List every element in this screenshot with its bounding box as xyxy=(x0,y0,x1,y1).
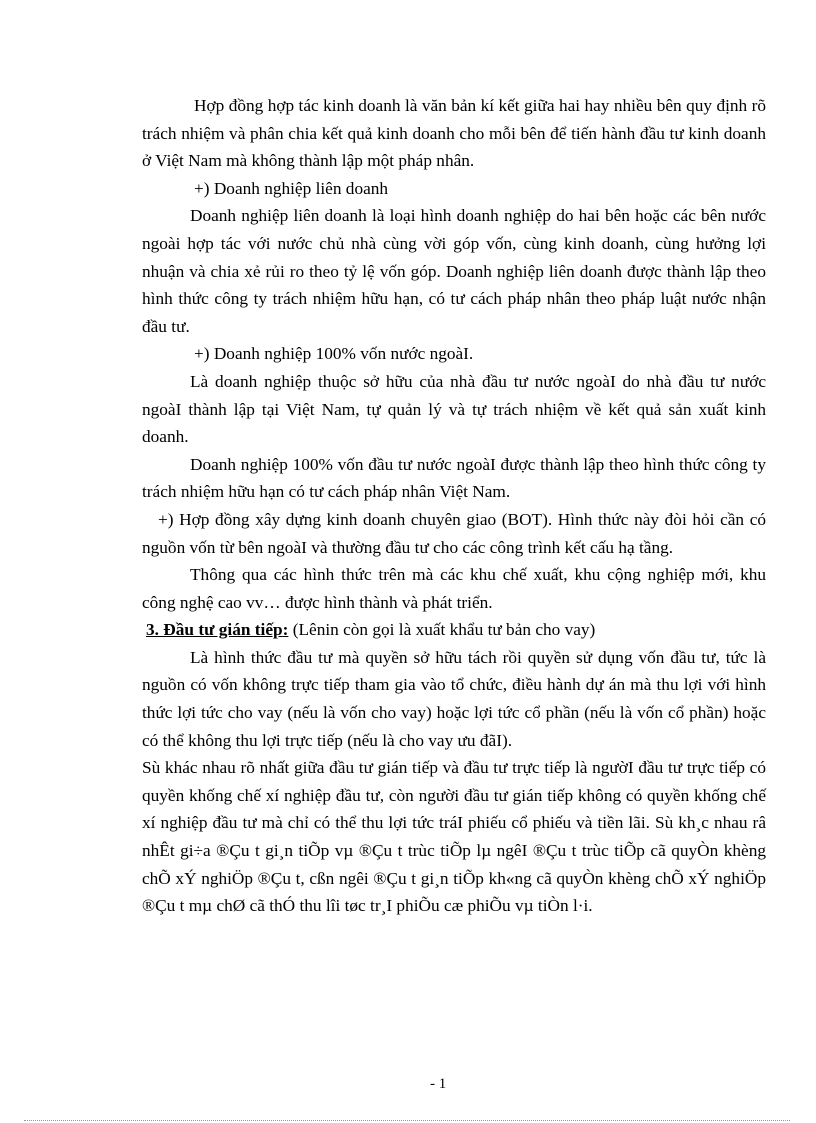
paragraph-bcc-contract: Hợp đồng hợp tác kinh doanh là văn bản kí kết giữa hai hay nhiều bên quy định rõ trách nhiệm và phân chia kết quả kinh doanh cho mỗi bên để tiến hành đầu tư kinh doanh ở Việt Nam mà không thành lập một pháp nhân. xyxy=(142,96,766,171)
paragraph-joint-venture: Doanh nghiệp liên doanh là loại hình doanh nghiệp do hai bên hoặc các bên nước ngoài hợp tác với nước chủ nhà cùng vời góp vốn, cùng kinh doanh, cùng hưởng lợi nhuận và chia xẻ rủi ro theo tỷ lệ vốn góp. Doanh nghiệp liên doanh được thành lập theo hình thức công ty trách nhiệm hữu hạn, có tư cách pháp nhân theo pháp luật nước nhận đầu tư. xyxy=(142,206,766,336)
footer-divider xyxy=(24,1120,790,1121)
paragraph-development: Thông qua các hình thức trên mà các khu chế xuất, khu cộng nghiệp mới, khu công nghệ cao vv… được hình thành và phát triển. xyxy=(142,565,766,612)
page-number: - 1 xyxy=(430,1076,447,1092)
paragraph-foreign-owned: Là doanh nghiệp thuộc sở hữu của nhà đầu tư nước ngoàI do nhà đầu tư nước ngoàI thành lập tại Việt Nam, tự quản lý và tự trách nhiệm về kết quả sản xuất kinh doanh. xyxy=(142,371,766,447)
section-heading-indirect-investment xyxy=(142,616,766,644)
paragraph-foreign-owned-title: +) Doanh nghiệp 100% vốn nước ngoàI. xyxy=(194,344,474,364)
section-heading-title: 3. Đầu tư gián tiếp xyxy=(146,620,283,640)
paragraph-bot: +) Hợp đồng xây dựng kinh doanh chuyên giao (BOT). Hình thức này đòi hỏi cần có nguồn vốn từ bên ngoàI và thường đầu tư cho các công trình kết cấu hạ tầng. xyxy=(142,509,766,557)
section-heading-note: (Lênin còn gọi là xuất khẩu tư bản cho vay) xyxy=(288,620,596,640)
document-body xyxy=(142,92,766,920)
paragraph-difference: Sù khác nhau rõ nhất giữa đầu tư gián tiếp và đầu tư trực tiếp là ngườI đầu tư trực tiếp có quyền khống chế xí nghiệp đầu tư, còn người đầu tư gián tiếp không có quyền khống chế xí nghiệp đầu tư mà chỉ có thể thu lợi tức tráI phiếu cổ phiếu và tiền lãi. Sù kh¸c nhau râ nhÊt gi÷a ®Çu t gi¸n tiÕp vµ ®Çu t trùc tiÕp lµ ngêI ®Çu t trùc tiÕp cã quyÒn khèng chÕ xÝ nghiÖp ®Çu t, cßn ngêi ®Çu t gi¸n tiÕp kh«ng cã quyÒn khèng chÕ xÝ nghiÖp ®Çu t mµ chØ cã thÓ thu lîi tøc tr¸I phiÕu cæ phiÕu vµ tiÒn l·i. xyxy=(142,758,766,916)
paragraph-foreign-owned-form: Doanh nghiệp 100% vốn đầu tư nước ngoàI được thành lập theo hình thức công ty trách nhiệm hữu hạn có tư cách pháp nhân Việt Nam. xyxy=(142,454,766,502)
paragraph-indirect-definition: Là hình thức đầu tư mà quyền sở hữu tách rồi quyền sử dụng vốn đầu tư, tức là nguồn có vốn không trực tiếp tham gia vào tổ chức, điều hành dự án mà thu lợi với hình thức lợi tức cho vay (nếu là vốn cho vay) hoặc lợi tức cổ phần (nếu là vốn cổ phần) hoặc có thể không thu lợi trực tiếp (nếu là cho vay ưu đãI). xyxy=(142,647,766,750)
paragraph-joint-venture-title: +) Doanh nghiệp liên doanh xyxy=(194,178,389,198)
section-heading-colon: : xyxy=(282,620,289,640)
